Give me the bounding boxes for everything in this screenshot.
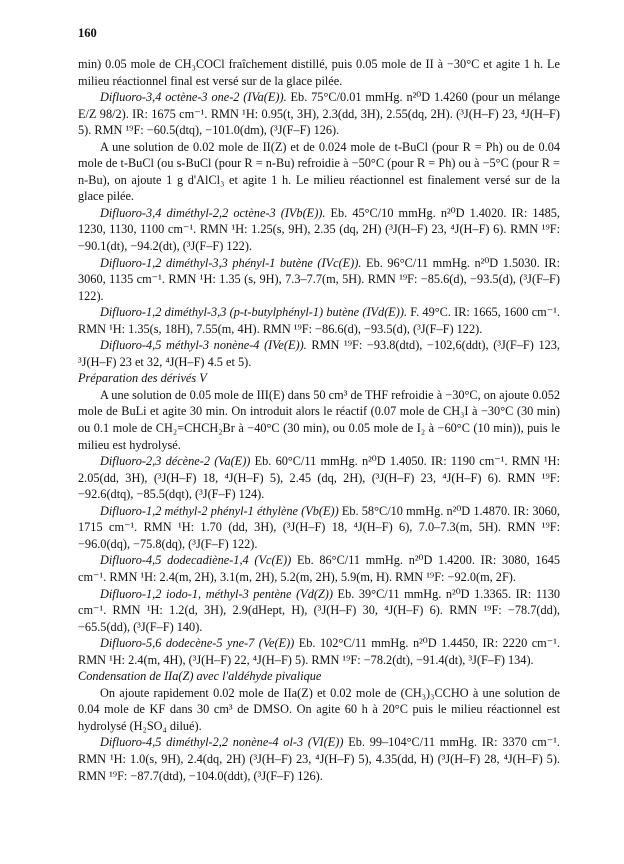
compound-data: Eb. 39°C/11 mmHg. n²⁰D 1.3365. IR: 1130 cm⁻¹. RMN ¹H: 1.2(d, 3H), 2.9(dHept, H), (³J(H–F) 30, ⁴J(H–F) 6). RMN ¹⁹F: −78.7(dd), −65.5(dd), (³J(F–F) 140). [78, 586, 561, 634]
compound-name: Difluoro-1,2 méthyl-2 phényl-1 éthylène (Vb(E)) [100, 503, 339, 518]
compound-entry [78, 89, 560, 139]
compound-data: RMN ¹⁹F: −93.8(dtd), −102,6(ddt), (³J(F–F) 123, ³J(H–F) 23 et 32, ⁴J(H–F) 4.5 et 5). [78, 338, 560, 369]
compound-name: Difluoro-4,5 diméthyl-2,2 nonène-4 ol-3 (VI(E)) [100, 735, 344, 750]
compound-data: Eb. 102°C/11 mmHg. n²⁰D 1.4450, IR: 2220 cm⁻¹. RMN ¹H: 2.4(m, 4H), (³J(H–F) 22, ⁴J(H–F) 5). RMN ¹⁹F: −78.2(dt), −91.4(dt), ³J(F–F) 134). [78, 636, 560, 667]
compound-name: Difluoro-3,4 octène-3 one-2 (IVa(E)). [100, 90, 287, 105]
compound-entry [78, 304, 560, 337]
compound-entry [78, 205, 560, 255]
compound-entry [78, 552, 560, 585]
compound-entry [78, 255, 560, 305]
compound-name: Difluoro-1,2 iodo-1, méthyl-3 pentène (Vd(Z)) [100, 586, 333, 601]
compound-data: F. 49°C. IR: 1665, 1600 cm⁻¹. RMN ¹H: 1.35(s, 18H), 7.55(m, 4H). RMN ¹⁹F: −86.6(d), −93.5(d), (³J(F–F) 122). [78, 305, 560, 336]
compound-entry [78, 586, 560, 636]
compound-name: Difluoro-1,2 diméthyl-3,3 (p-t-butylphényl-1) butène (IVd(E)). [100, 305, 408, 320]
compound-name: Difluoro-4,5 méthyl-3 nonène-4 (IVe(E)). [100, 338, 307, 353]
page-number: 160 [78, 26, 97, 40]
compound-name: Difluoro-4,5 dodecadiène-1,4 (Vc(E)) [100, 553, 292, 568]
compound-data: Eb. 58°C/10 mmHg. n²⁰D 1.4870. IR: 3060, 1715 cm⁻¹. RMN ¹H: 1.70 (dd, 3H), (³J(H–F) 18, ⁴J(H–F) 6), 7.0–7.3(m, 5H). RMN ¹⁹F: −96.0(dq), −75.8(dq), (³J(F–F) 122). [78, 503, 560, 551]
compound-entry [78, 635, 560, 668]
compound-data: Eb. 75°C/0.01 mmHg. n²⁰D 1.4260 (pour un mélange E/Z 98/2). IR: 1675 cm⁻¹. RMN ¹H: 0.95(t, 3H), 2.3(dd, 3H), 2.55(dq, 2H). (³J(H–F) 23, ⁴J(H–F) 5). RMN ¹⁹F: −60.5(dtq), −101.0(dm), (³J(F–F) 126). [78, 90, 560, 138]
paragraph-p0: min) 0.05 mole de CH₃COCl fraîchement distillé, puis 0.05 mole de II à −30°C et agite 1 h. Le milieu réactionnel final est versé sur de la glace pilée. [78, 57, 560, 88]
compound-entry [78, 337, 560, 370]
section-heading: Condensation de IIa(Z) avec l'aldéhyde pivalique [78, 669, 322, 684]
compound-data: Eb. 99–104°C/11 mmHg. IR: 3370 cm⁻¹. RMN ¹H: 1.0(s, 9H), 2.4(dq, 2H) (³J(H–F) 23, ⁴J(H–F) 5), 4.35(dd, H) (³J(H–F) 28, ⁴J(H–F) 5). RMN ¹⁹F: −87.7(dtd), −104.0(ddt), (³J(F–F) 126). [78, 735, 560, 783]
compound-name: Difluoro-3,4 diméthyl-2,2 octène-3 (IVb(E)). [100, 205, 326, 220]
page-body [78, 56, 560, 784]
compound-data: Eb. 60°C/11 mmHg. n²⁰D 1.4050. IR: 1190 cm⁻¹. RMN ¹H: 2.05(dd, 3H), (³J(H–F) 18, ⁴J(H–F) 5), 2.45 (dq, 2H), (³J(H–F) 23, ⁴J(H–F) 6). RMN ¹⁹F: −92.6(dtq), −85.5(dqt), (³J(F–F) 124). [78, 454, 560, 502]
procedure-paragraph: A une solution de 0.05 mole de III(E) dans 50 cm³ de THF refroidie à −30°C, on ajoute 0.052 mole de BuLi et agite 30 min. On introduit alors le réactif (0.07 mole de CH₃I à −30°C (30 min) ou 0.1 mole de CH₂=CHCH₂Br à −40°C (30 min), ou 0.05 mole de I₂ à −60°C (10 min)), puis le milieu est hydrolysé. [78, 387, 560, 452]
compound-entry [78, 503, 560, 553]
compound-data: Eb. 45°C/10 mmHg. n²⁰D 1.4020. IR: 1485, 1230, 1130, 1100 cm⁻¹. RMN ¹H: 1.25(s, 9H), 2.35 (dq, 2H) (³J(H–F) 23, ⁴J(H–F) 6). RMN ¹⁹F: −90.1(dt), −94.2(dt), (³J(F–F) 122). [78, 205, 560, 254]
procedure-paragraph: A une solution de 0.02 mole de II(Z) et de 0.024 mole de t-BuCl (pour R = Ph) ou de 0.04 mole de t-BuCl (ou s-BuCl (pour R = n-Bu) refroidie à −50°C (pour R = Ph) ou à −5°C (pour R = n-Bu), on ajoute 1 g d'AlCl₃ et agite 1 h. Le milieu réactionnel est finalement versé sur de la glace pilée. [78, 139, 560, 204]
procedure-paragraph: On ajoute rapidement 0.02 mole de IIa(Z) et 0.02 mole de (CH₃)₃CCHO à une solution de 0.04 mole de KF dans 30 cm³ de DMSO. On agite 60 h à 20°C puis le milieu réactionnel est hydrolysé (H₂SO₄ dilué). [78, 685, 560, 733]
compound-name: Difluoro-5,6 dodecène-5 yne-7 (Ve(E)) [100, 636, 295, 651]
section-heading: Préparation des dérivés V [78, 371, 207, 386]
compound-data: Eb. 96°C/11 mmHg. n²⁰D 1.5030. IR: 3060, 1135 cm⁻¹. RMN ¹H: 1.35 (s, 9H), 7.3–7.7(m, 5H). RMN ¹⁹F: −85.6(d), −93.5(d), (³J(F–F) 122). [78, 255, 560, 303]
compound-entry [78, 734, 560, 784]
compound-name: Difluoro-1,2 diméthyl-3,3 phényl-1 butène (IVc(E)). [100, 255, 362, 270]
compound-entry [78, 453, 560, 503]
compound-name: Difluoro-2,3 décène-2 (Va(E)) [100, 454, 251, 469]
compound-data: Eb. 86°C/11 mmHg. n²⁰D 1.4200. IR: 3080, 1645 cm⁻¹. RMN ¹H: 2.4(m, 2H), 3.1(m, 2H), 5.2(m, 2H), 5.9(m, H). RMN ¹⁹F: −92.0(m, 2F). [78, 553, 561, 584]
